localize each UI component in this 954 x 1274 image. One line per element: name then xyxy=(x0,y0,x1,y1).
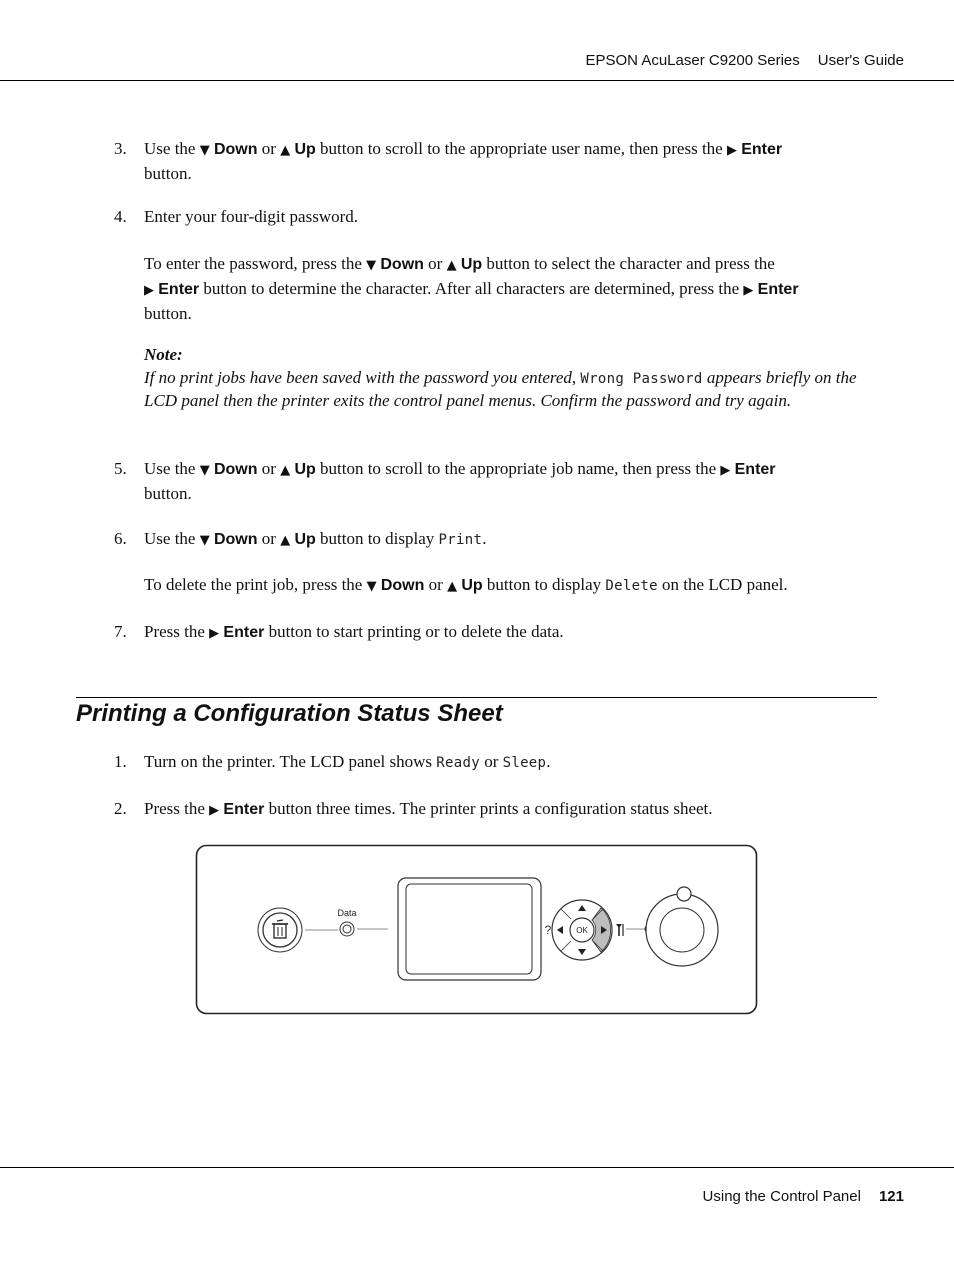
running-footer xyxy=(703,1188,904,1205)
up-arrow-icon: ▲ xyxy=(446,258,457,273)
note-text: appears briefly on the LCD panel then the printer exits the control panel menus. Confirm the password and try again. xyxy=(144,367,857,410)
control-panel-illustration xyxy=(195,844,758,1015)
step-text: on the LCD panel. xyxy=(662,575,788,594)
down-button-label: Down xyxy=(213,461,258,478)
step-text: Use the xyxy=(144,459,196,478)
step-7 xyxy=(114,620,878,645)
step-text: or xyxy=(484,752,499,771)
down-button-label: Down xyxy=(380,577,425,594)
step-text: Enter your four-digit password. xyxy=(144,207,359,226)
step-5 xyxy=(114,457,878,505)
step-text: or xyxy=(428,254,443,273)
page-number: 121 xyxy=(878,1188,904,1205)
header-product: EPSON AcuLaser C9200 Series xyxy=(585,52,800,69)
step-number: 1. xyxy=(114,752,127,771)
step-number: 4. xyxy=(114,207,127,226)
right-arrow-icon: ▶ xyxy=(720,463,731,478)
navigation-pad xyxy=(552,900,612,960)
lcd-message: Ready xyxy=(436,755,480,771)
step-text: or xyxy=(261,139,276,158)
down-arrow-icon: ▼ xyxy=(366,579,377,594)
step-number: 2. xyxy=(114,799,127,818)
section-rule xyxy=(76,697,877,698)
note-label: Note: xyxy=(144,345,183,364)
lcd-message: Wrong Password xyxy=(580,370,703,387)
step-text: button to start printing or to delete the data. xyxy=(268,622,564,641)
step-text: Press the xyxy=(144,622,205,641)
step-text: button to display xyxy=(320,529,435,548)
header-rule xyxy=(0,80,954,81)
enter-button-label: Enter xyxy=(757,281,799,298)
step-text: button. xyxy=(144,484,192,503)
step-number: 6. xyxy=(114,529,127,548)
cancel-job-icon xyxy=(258,908,302,952)
down-button-label: Down xyxy=(380,256,424,273)
step-text: button to scroll to the appropriate user name, then press the xyxy=(320,139,723,158)
data-light-label: Data xyxy=(337,908,357,918)
down-arrow-icon: ▼ xyxy=(199,143,210,158)
enter-button-label: Enter xyxy=(158,281,200,298)
section-title: Printing a Configuration Status Sheet xyxy=(76,700,503,727)
up-button-label: Up xyxy=(460,256,483,273)
footer-rule xyxy=(0,1167,954,1168)
note xyxy=(144,344,880,413)
step-text: or xyxy=(261,529,276,548)
step-b-2 xyxy=(114,797,878,822)
enter-button-label: Enter xyxy=(223,801,265,818)
step-text: button three times. The printer prints a configuration status sheet. xyxy=(268,799,713,818)
lcd-message: Print xyxy=(438,532,483,548)
step-text: button to determine the character. After all characters are determined, press the xyxy=(203,279,740,298)
up-arrow-icon: ▲ xyxy=(447,579,458,594)
up-button-label: Up xyxy=(294,531,316,548)
step-text: To enter the password, press the xyxy=(144,254,362,273)
step-4 xyxy=(114,205,878,228)
step-number: 3. xyxy=(114,139,127,158)
step-text: Use the xyxy=(144,139,196,158)
step-text: . xyxy=(546,752,551,771)
step-number: 7. xyxy=(114,622,127,641)
step-b-1 xyxy=(114,750,878,775)
step-text: button to select the character and press the xyxy=(486,254,775,273)
up-button-label: Up xyxy=(294,461,316,478)
down-arrow-icon: ▼ xyxy=(199,533,210,548)
right-arrow-icon: ▶ xyxy=(209,626,220,641)
right-arrow-icon: ▶ xyxy=(144,283,154,298)
enter-button-label: Enter xyxy=(223,624,265,641)
step-text: or xyxy=(261,459,276,478)
step-text: button. xyxy=(144,164,192,183)
up-arrow-icon: ▲ xyxy=(280,143,291,158)
data-light-icon xyxy=(340,922,354,936)
down-button-label: Down xyxy=(213,531,258,548)
step-text: Use the xyxy=(144,529,196,548)
up-button-label: Up xyxy=(294,141,316,158)
running-header xyxy=(585,52,904,69)
enter-button-label: Enter xyxy=(734,461,776,478)
note-text: If no print jobs have been saved with the password you entered, xyxy=(144,367,577,387)
step-6 xyxy=(114,527,878,552)
header-guide: User's Guide xyxy=(817,52,904,69)
lcd-screen xyxy=(398,878,541,980)
right-arrow-icon: ▶ xyxy=(726,143,737,158)
right-arrow-icon: ▶ xyxy=(743,283,754,298)
step-text: button to scroll to the appropriate job name, then press the xyxy=(320,459,717,478)
ok-button-label: OK xyxy=(576,926,588,935)
up-arrow-icon: ▲ xyxy=(280,533,291,548)
step-text: or xyxy=(428,575,443,594)
step-4-detail xyxy=(144,252,878,325)
step-number: 5. xyxy=(114,459,127,478)
step-3 xyxy=(114,137,878,185)
step-text: Turn on the printer. The LCD panel shows xyxy=(144,752,433,771)
step-text: Press the xyxy=(144,799,205,818)
step-text: button. xyxy=(144,304,192,323)
step-text: . xyxy=(482,529,487,548)
step-text: To delete the print job, press the xyxy=(144,575,363,594)
step-6-detail xyxy=(144,573,878,598)
lcd-message: Delete xyxy=(605,578,658,594)
down-arrow-icon: ▼ xyxy=(366,258,377,273)
help-icon: ? xyxy=(544,923,552,937)
down-button-label: Down xyxy=(213,141,258,158)
footer-section: Using the Control Panel xyxy=(702,1188,861,1205)
step-text: button to display xyxy=(486,575,602,594)
up-arrow-icon: ▲ xyxy=(280,463,291,478)
up-button-label: Up xyxy=(461,577,483,594)
lcd-message: Sleep xyxy=(502,755,547,771)
down-arrow-icon: ▼ xyxy=(199,463,210,478)
enter-button-label: Enter xyxy=(741,141,783,158)
right-arrow-icon: ▶ xyxy=(209,803,220,818)
